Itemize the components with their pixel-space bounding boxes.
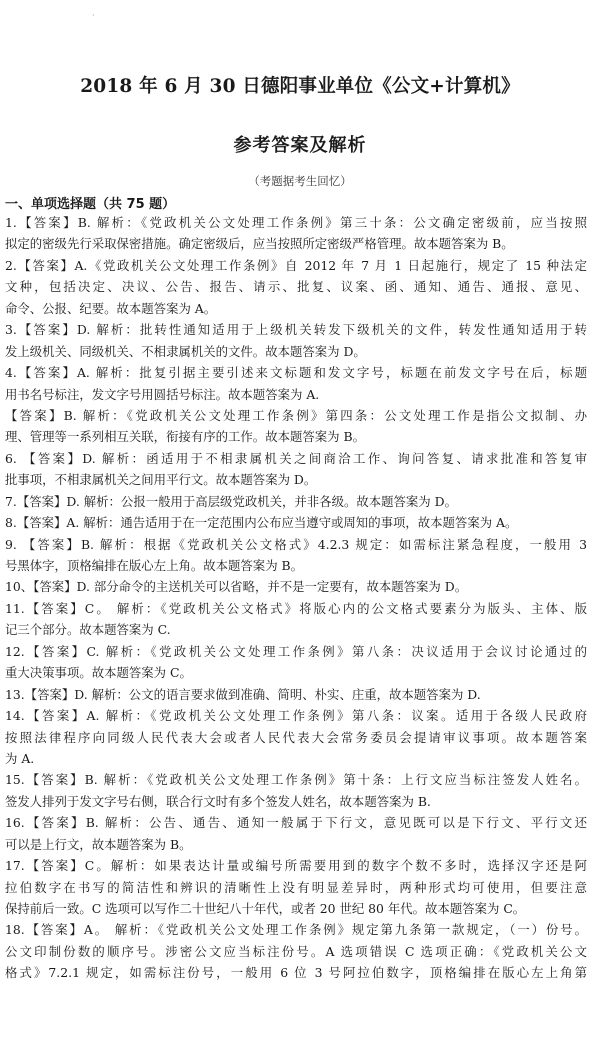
text-line: 【答案】B. 解析：《党政机关公文处理工作条例》第四条：公文处理工作是指公文拟制、办 — [5, 407, 587, 423]
text-line: 14.【答案】A. 解析：《党政机关公文处理工作条例》第八条：议案。适用于各级人民政府 — [5, 708, 587, 724]
text-line: 18.【答案】A。 解析：《党政机关公文处理工作条例》规定第九条第一款规定，（一）份号。 — [5, 922, 587, 938]
text-line: 用书名号标注，发文字号用圆括号标注。故本题答案为 A. — [5, 386, 320, 402]
text-line: 拟定的密级先行采取保密措施。确定密级后，应当按照所定密级严格管理。故本题答案为 B。 — [5, 236, 514, 252]
text-line: 17.【答案】C。解析：如果表达计量或编号所需要用到的数字个数不多时，选择汉字还是阿 — [5, 858, 587, 874]
text-line: 12.【答案】C. 解析：《党政机关公文处理工作条例》第八条：决议适用于会议讨论通过的 — [5, 643, 587, 659]
section-heading: 一、单项选择题（共 75 题） — [5, 197, 176, 212]
text-line: 记三个部分。故本题答案为 C. — [5, 622, 171, 638]
text-line: 13.【答案】D. 解析：公文的语言要求做到准确、简明、朴实、庄重，故本题答案为 D. — [5, 686, 481, 702]
text-line: 10、【答案】D. 部分命令的主送机关可以省略，并不是一定要有，故本题答案为 D。 — [5, 579, 468, 595]
text-line: 16.【答案】B. 解析：公告、通告、通知一般属于下行文，意见既可以是下行文、平行文还 — [5, 815, 587, 831]
text-line: 6. 【答案】D. 解析：函适用于不相隶属机关之间商洽工作、询问答复、请求批准和答复审 — [5, 450, 587, 466]
document-subtitle: 参考答案及解析 — [233, 135, 367, 156]
corner-mark: · — [92, 11, 95, 20]
text-line: 15.【答案】B. 解析：《党政机关公文处理工作条例》第十条：上行文应当标注签发人姓名。 — [5, 772, 587, 788]
text-line: 7.【答案】D. 解析：公报一般用于高层级党政机关，并非各级。故本题答案为 D。 — [5, 493, 457, 509]
text-line: 可以是上行文，故本题答案为 B。 — [5, 836, 192, 852]
text-line: 为 A. — [5, 750, 35, 766]
text-line: 格式》7.2.1 规定，如需标注份号，一般用 6 位 3 号阿拉伯数字，顶格编排在版心左上角第 — [5, 965, 587, 981]
text-line: 11.【答案】C。 解析：《党政机关公文格式》将版心内的公文格式要素分为版头、主体、版 — [5, 600, 587, 616]
text-line: 签发人排列于发文字号右侧，联合行文时有多个签发人姓名，故本题答案为 B. — [5, 793, 431, 809]
text-line: 4.【答案】A. 解析：批复引据主要引述来文标题和发文字号，标题在前发文字号在后，标题 — [5, 365, 587, 381]
source-note: （考题据考生回忆） — [248, 174, 352, 188]
text-line: 发上级机关、同级机关、不相隶属机关的文件。故本题答案为 D。 — [5, 343, 366, 359]
text-line: 保持前后一致。C 选项可以写作二十世纪八十年代，或者 20 世纪 80 年代。故本题答案为 C。 — [5, 901, 526, 916]
text-line: 重大决策事项。故本题答案为 C。 — [5, 665, 192, 681]
text-line: 9. 【答案】B. 解析：根据《党政机关公文格式》4.2.3 规定：如需标注紧急程度，一般用 3 — [5, 536, 587, 552]
text-line: 2.【答案】A.《党政机关公文处理工作条例》自 2012 年 7 月 1 日起施行，规定了 15 种法定 — [5, 257, 587, 273]
text-line: 理、管理等一系列相互关联，衔接有序的工作。故本题答案为 B。 — [5, 429, 365, 445]
text-line: 公文印制份数的顺序号。涉密公文应当标注份号。A 选项错误 C 选项正确：《党政机关公文 — [5, 943, 587, 959]
text-line: 3.【答案】D. 解析：批转性通知适用于上级机关转发下级机关的文件，转发性通知适用于转 — [5, 322, 587, 338]
text-line: 号黑体字，顶格编排在版心左上角。故本题答案为 B。 — [5, 558, 304, 573]
text-line: 拉伯数字在书写的简洁性和辨识的清晰性上没有明显差异时，两种形式均可使用，但要注意 — [5, 879, 587, 895]
text-line: 按照法律程序向同级人民代表大会或者人民代表大会常务委员会提请审议事项。故本题答案 — [5, 729, 587, 745]
document-title: 2018 年 6 月 30 日德阳事业单位《公文+计算机》 — [80, 76, 520, 97]
text-line: 8.【答案】A. 解析：通告适用于在一定范围内公布应当遵守或周知的事项，故本题答案为 A。 — [5, 515, 518, 531]
text-line: 命令、公报、纪要。故本题答案为 A。 — [5, 300, 217, 316]
text-line: 批事项，不相隶属机关之间用平行文。故本题答案为 D。 — [5, 472, 317, 488]
text-line: 文种，包括决定、决议、公告、报告、请示、批复、议案、函、通知、通告、通报、意见、 — [5, 279, 587, 295]
text-line: 1.【答案】B. 解析：《党政机关公文处理工作条例》第三十条：公文确定密级前，应当按照 — [5, 215, 587, 230]
answer-body — [5, 212, 587, 984]
